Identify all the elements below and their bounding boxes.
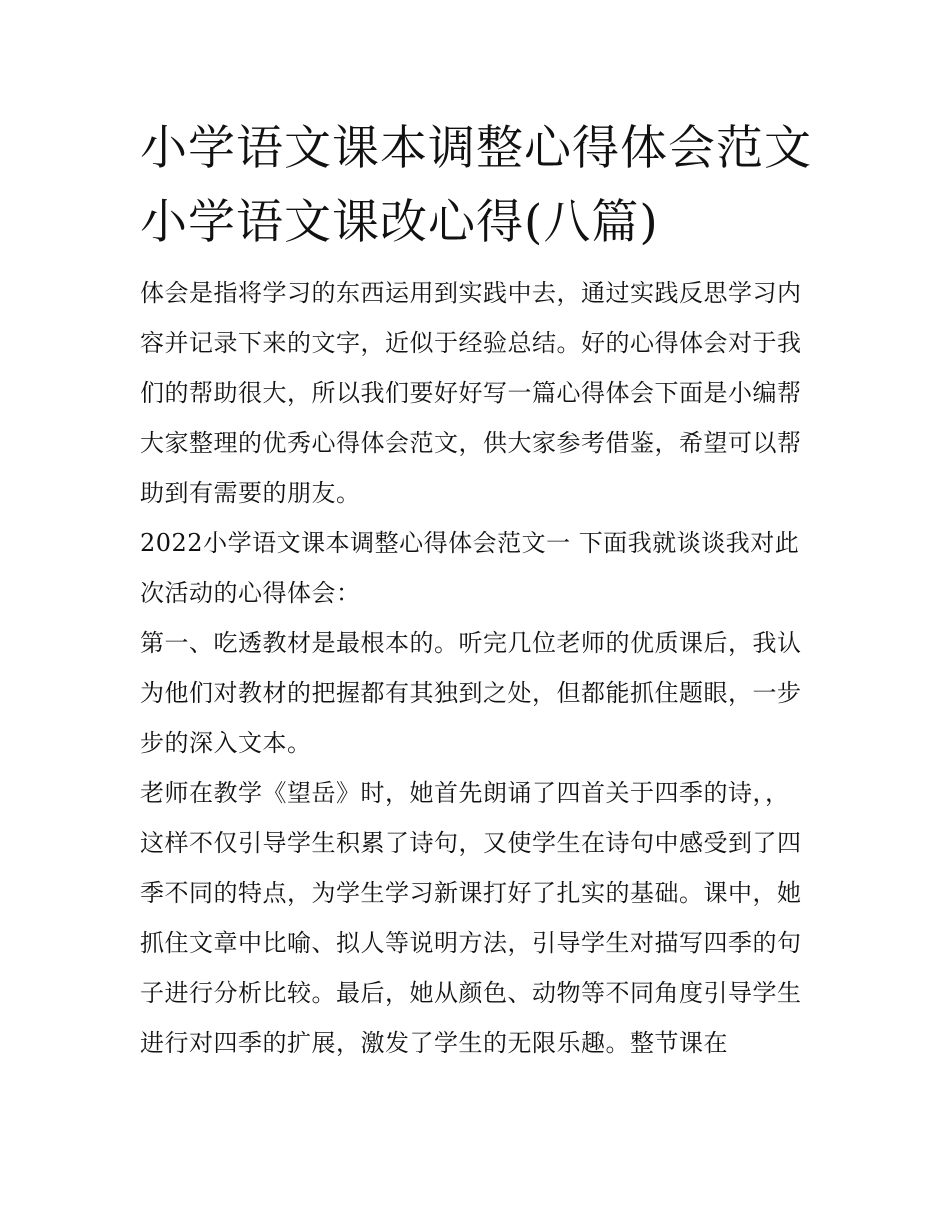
paragraph-point-1: 第一、吃透教材是最根本的。听完几位老师的优质课后，我认为他们对教材的把握都有其独到之处，但都能抓住题眼，一步步的深入文本。 <box>140 629 802 757</box>
document-title: 小学语文课本调整心得体会范文 小学语文课改心得(八篇) <box>140 121 812 250</box>
document-page <box>140 112 812 1068</box>
paragraph-intro: 体会是指将学习的东西运用到实践中去，通过实践反思学习内容并记录下来的文字，近似于经验总结。好的心得体会对于我们的帮助很大，所以我们要好好写一篇心得体会下面是小编帮大家整理的优秀心得体会范文，供大家参考借鉴，希望可以帮助到有需要的朋友。 <box>140 279 802 507</box>
paragraph-essay-1-heading: 2022小学语文课本调整心得体会范文一 下面我就谈谈我对此次活动的心得体会： <box>140 529 800 607</box>
paragraph-teacher-example: 老师在教学《望岳》时，她首先朗诵了四首关于四季的诗，，这样不仅引导学生积累了诗句，又使学生在诗句中感受到了四季不同的特点，为学生学习新课打好了扎实的基础。课中，她抓住文章中比喻、拟人等说明方法，引导学生对描写四季的句子进行分析比较。最后，她从颜色、动物等不同角度引导学生进行对四季的扩展，激发了学生的无限乐趣。整节课在 <box>140 779 802 1057</box>
